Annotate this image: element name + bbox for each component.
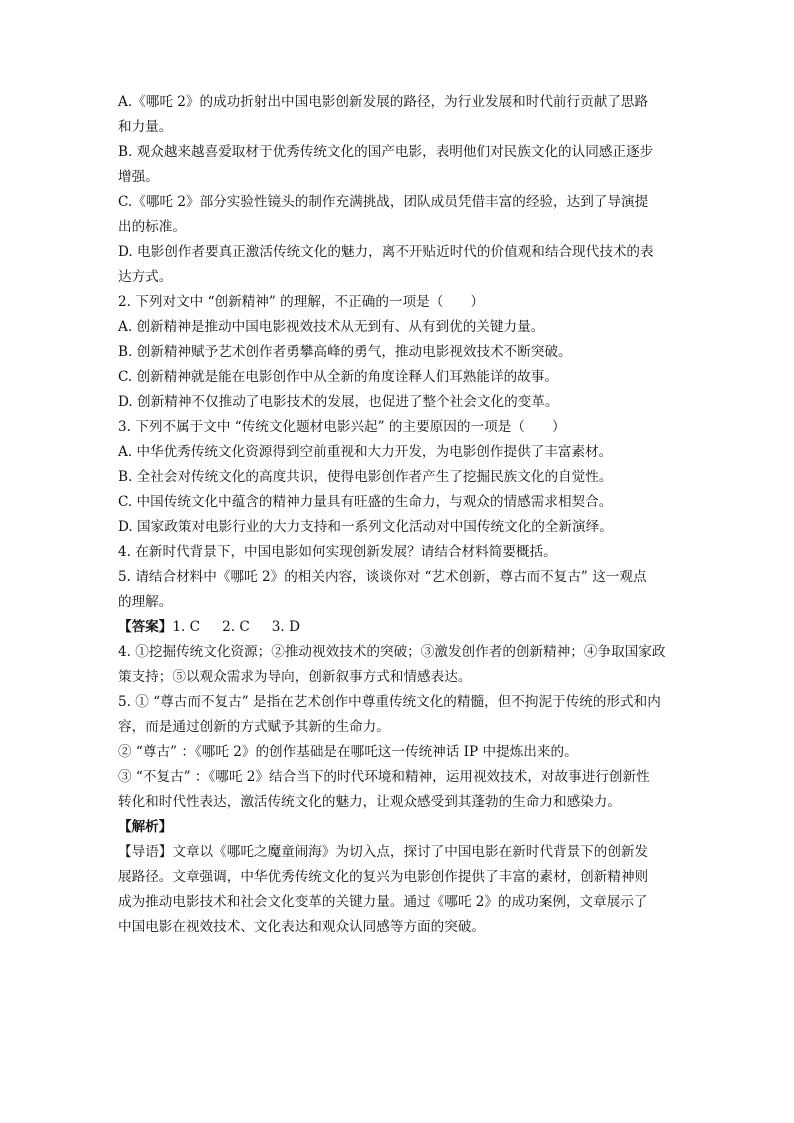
guide-line-3: 成为推动电影技术和社会文化变革的关键力量。通过《哪吒 2》的成功案例，文章展示了 — [118, 894, 648, 910]
answer-5-point-2: ② “尊古” ：《哪吒 2》的创作基础是在哪吒这一传统神话 IP 中提炼出来的。 — [118, 744, 578, 760]
question-stem: 2. 下列对文中 “创新精神” 的理解，不正确的一项是（ ） — [118, 294, 485, 310]
q1-options — [118, 90, 684, 290]
answer-key-line — [118, 615, 684, 640]
question-4 — [118, 540, 684, 565]
answer-5-point-3-line-2: 转化和时代性表达，激活传统文化的魅力，让观众感受到其蓬勃的生命力和感染力。 — [118, 794, 621, 810]
option-b: B. 创新精神赋予艺术创作者勇攀高峰的勇气，推动电影视效技术不断突破。 — [118, 344, 572, 360]
answer-section — [118, 615, 684, 815]
answer-3: 3. D — [271, 619, 300, 635]
question-stem-line-1: 5. 请结合材料中《哪吒 2》的相关内容，谈谈你对 “艺术创新，尊古而不复古” 这一观点 — [118, 569, 647, 585]
analysis-label: 【解析】 — [118, 819, 173, 835]
question-2 — [118, 290, 684, 415]
option-d: D. 国家政策对电影行业的大力支持和一系列文化活动对中国传统文化的全新演绎。 — [118, 519, 613, 535]
question-stem: 3. 下列不属于文中 “传统文化题材电影兴起” 的主要原因的一项是（ ） — [118, 419, 566, 435]
question-3 — [118, 415, 684, 540]
option-d-line-2: 达方式。 — [118, 269, 173, 285]
option-a-line-2: 和力量。 — [118, 119, 173, 135]
option-a: A. 创新精神是推动中国电影视效技术从无到有、从有到优的关键力量。 — [118, 319, 545, 335]
option-b-line-2: 增强。 — [118, 169, 159, 185]
guide-line-1: 【导语】文章以《哪吒之魔童闹海》为切入点，探讨了中国电影在新时代背景下的创新发 — [118, 844, 649, 860]
option-a-line-1: A.《哪吒 2》的成功折射出中国电影创新发展的路径，为行业发展和时代前行贡献了思路 — [118, 94, 649, 110]
analysis-section — [118, 815, 684, 940]
option-c-line-2: 出的标准。 — [118, 219, 186, 235]
document-page — [118, 90, 684, 940]
question-stem-line-2: 的理解。 — [118, 594, 173, 610]
answer-1: 1. C — [172, 619, 201, 635]
option-d-line-1: D. 电影创作者要真正激活传统文化的魅力，离不开贴近时代的价值观和结合现代技术的表 — [118, 244, 654, 260]
answer-4-line-2: 策支持；⑤以观众需求为导向，创新叙事方式和情感表达。 — [118, 669, 472, 685]
question-stem: 4. 在新时代背景下，中国电影如何实现创新发展？请结合材料简要概括。 — [118, 544, 557, 560]
option-c: C. 中国传统文化中蕴含的精神力量具有旺盛的生命力，与观众的情感需求相契合。 — [118, 494, 613, 510]
option-b-line-1: B. 观众越来越喜爱取材于优秀传统文化的国产电影，表明他们对民族文化的认同感正逐步 — [118, 144, 654, 160]
option-c: C. 创新精神就是能在电影创作中从全新的角度诠释人们耳熟能详的故事。 — [118, 369, 558, 385]
guide-line-2: 展路径。文章强调，中华优秀传统文化的复兴为电影创作提供了丰富的素材，创新精神则 — [118, 869, 649, 885]
guide-line-4: 中国电影在视效技术、文化表达和观众认同感等方面的突破。 — [118, 919, 486, 935]
answer-5-point-3-line-1: ③ “不复古” ：《哪吒 2》结合当下的时代环境和精神，运用视效技术，对故事进行创新性 — [118, 769, 650, 785]
answer-4-line-1: 4. ①挖掘传统文化资源；②推动视效技术的突破；③激发创作者的创新精神；④争取国家政 — [118, 644, 666, 660]
option-a: A. 中华优秀传统文化资源得到空前重视和大力开发，为电影创作提供了丰富素材。 — [118, 444, 613, 460]
answer-2: 2. C — [222, 619, 250, 635]
option-d: D. 创新精神不仅推动了电影技术的发展，也促进了整个社会文化的变革。 — [118, 394, 559, 410]
option-c-line-1: C.《哪吒 2》部分实验性镜头的制作充满挑战，团队成员凭借丰富的经验，达到了导演提 — [118, 194, 649, 210]
answer-label: 【答案】 — [118, 619, 173, 635]
answer-5-point-1-line-1: 5. ① “尊古而不复古” 是指在艺术创作中尊重传统文化的精髓，但不拘泥于传统的形式和内 — [118, 694, 661, 710]
answer-5-point-1-line-2: 容，而是通过创新的方式赋予其新的生命力。 — [118, 719, 390, 735]
option-b: B. 全社会对传统文化的高度共识，使得电影创作者产生了挖掘民族文化的自觉性。 — [118, 469, 613, 485]
question-5 — [118, 565, 684, 615]
